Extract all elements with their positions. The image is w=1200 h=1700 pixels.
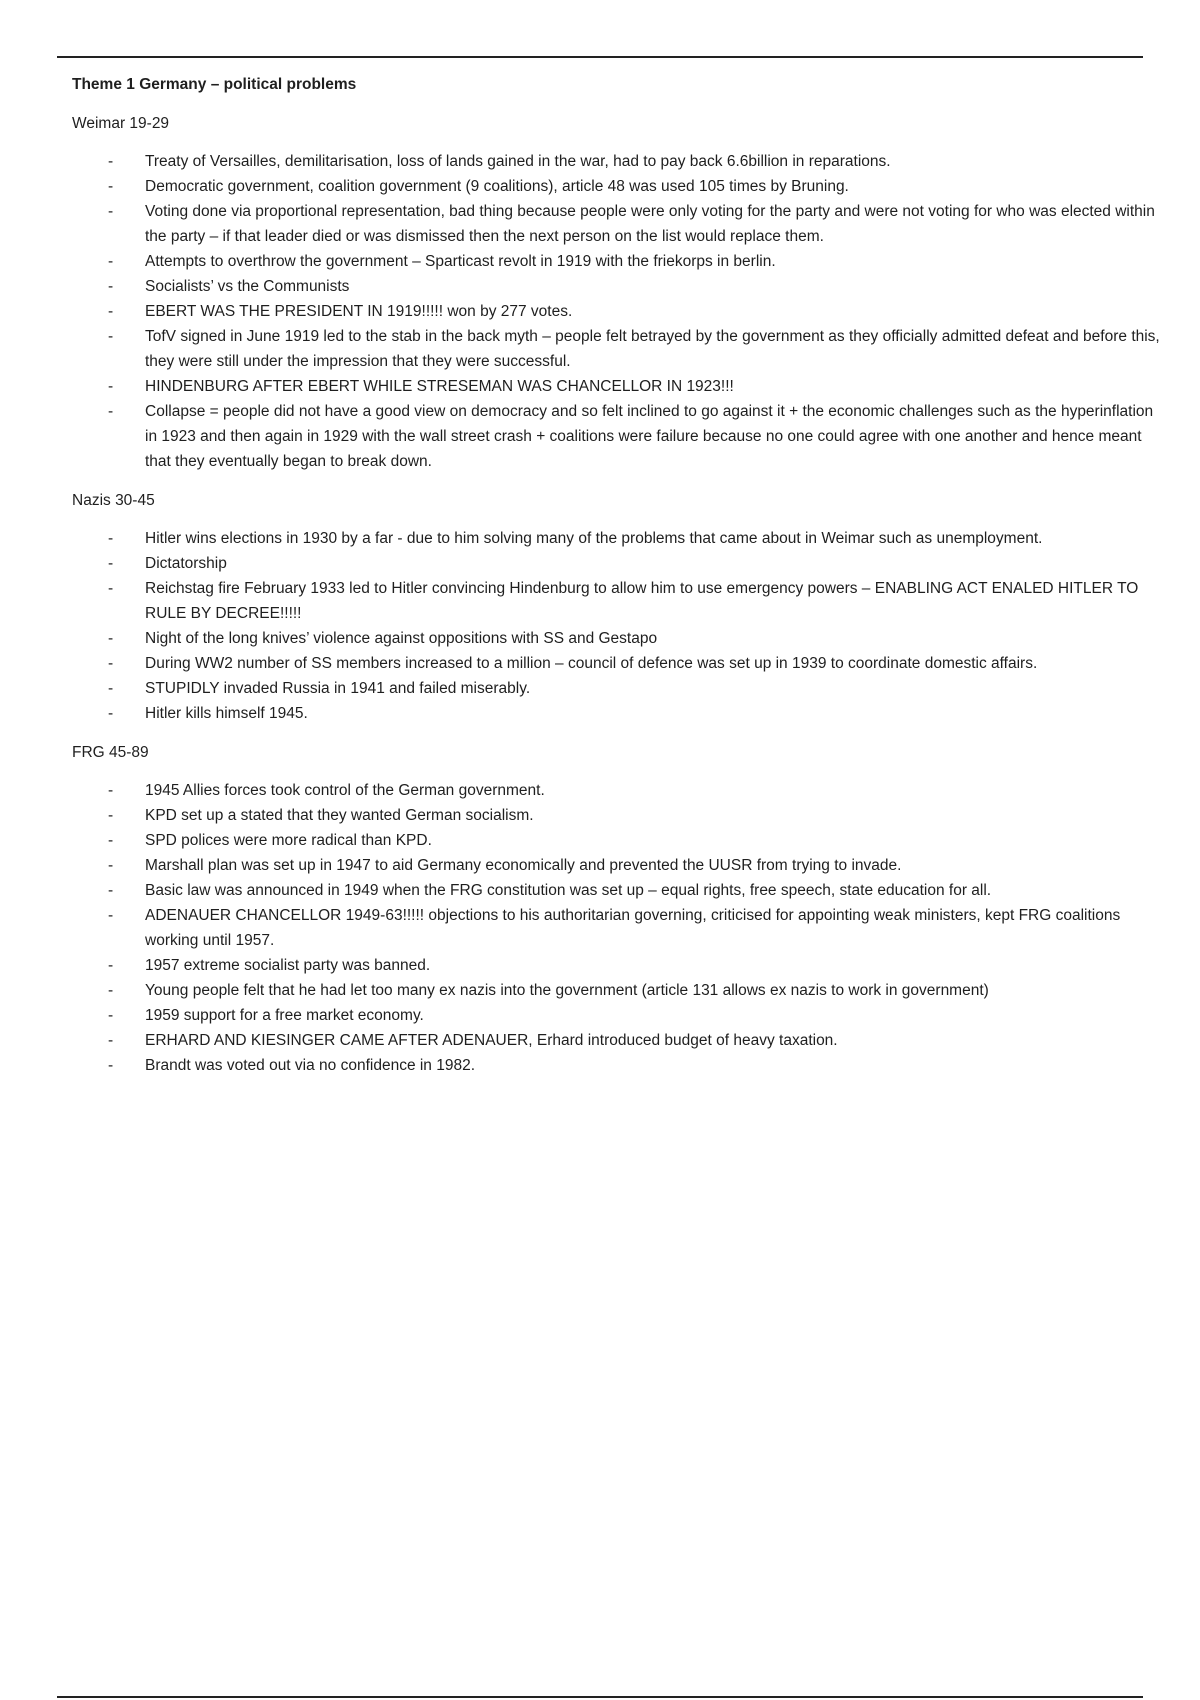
list-item [72, 1003, 1162, 1028]
list-item-text: SPD polices were more radical than KPD. [145, 832, 432, 849]
list-item [72, 399, 1162, 474]
list-item [72, 199, 1162, 249]
list-item-text: Marshall plan was set up in 1947 to aid Germany economically and prevented the UUSR from trying to invade. [145, 857, 902, 874]
list-item [72, 778, 1162, 803]
bullet-dash: - [108, 303, 114, 320]
list-item [72, 978, 1162, 1003]
list-item [72, 249, 1162, 274]
bullet-dash: - [108, 1057, 114, 1074]
list-item [72, 878, 1162, 903]
bullet-dash: - [108, 705, 114, 722]
bullet-list-weimar [72, 149, 1162, 474]
list-item [72, 828, 1162, 853]
bullet-dash: - [108, 1007, 114, 1024]
list-item [72, 651, 1162, 676]
list-item [72, 853, 1162, 878]
list-item-text: KPD set up a stated that they wanted German socialism. [145, 807, 534, 824]
bullet-dash: - [108, 378, 114, 395]
bullet-dash: - [108, 278, 114, 295]
section-heading-frg: FRG 45-89 [72, 744, 149, 761]
list-item [72, 803, 1162, 828]
list-item-text: EBERT WAS THE PRESIDENT IN 1919!!!!! won by 277 votes. [145, 303, 573, 320]
bullet-dash: - [108, 403, 114, 420]
list-item [72, 701, 1162, 726]
bullet-dash: - [108, 328, 114, 345]
list-item-text: Voting done via proportional representation, bad thing because people were only voting for the party and were not voting for who was elected within the party – if that leader died or was dismissed then the next person on the list would replace them. [145, 203, 1155, 245]
list-item [72, 526, 1162, 551]
list-item [72, 149, 1162, 174]
list-item-text: STUPIDLY invaded Russia in 1941 and failed miserably. [145, 680, 531, 697]
bullet-dash: - [108, 1032, 114, 1049]
bullet-dash: - [108, 580, 114, 597]
list-item-text: ERHARD AND KIESINGER CAME AFTER ADENAUER, Erhard introduced budget of heavy taxation. [145, 1032, 838, 1049]
bullet-dash: - [108, 253, 114, 270]
bullet-dash: - [108, 782, 114, 799]
list-item-text: Hitler kills himself 1945. [145, 705, 308, 722]
bullet-dash: - [108, 857, 114, 874]
list-item [72, 274, 1162, 299]
list-item-text: Treaty of Versailles, demilitarisation, loss of lands gained in the war, had to pay back 6.6billion in reparations. [145, 153, 891, 170]
bullet-dash: - [108, 555, 114, 572]
bullet-dash: - [108, 680, 114, 697]
list-item-text: Dictatorship [145, 555, 227, 572]
list-item [72, 1053, 1162, 1078]
list-item-text: Hitler wins elections in 1930 by a far - due to him solving many of the problems that came about in Weimar such as unemployment. [145, 530, 1043, 547]
bullet-dash: - [108, 807, 114, 824]
list-item-text: TofV signed in June 1919 led to the stab in the back myth – people felt betrayed by the government as they officially admitted defeat and before this, they were still under the impression that they were successful. [145, 328, 1160, 370]
document-body [72, 74, 1162, 1094]
list-item-text: Collapse = people did not have a good view on democracy and so felt inclined to go against it + the economic challenges such as the hyperinflation in 1923 and then again in 1929 with the wall street crash + coalitions were failure because no one could agree with one another and hence meant that they eventually began to break down. [145, 403, 1154, 470]
bullet-dash: - [108, 530, 114, 547]
list-item-text: Night of the long knives’ violence against oppositions with SS and Gestapo [145, 630, 658, 647]
list-item-text: HINDENBURG AFTER EBERT WHILE STRESEMAN WAS CHANCELLOR IN 1923!!! [145, 378, 734, 395]
list-item [72, 374, 1162, 399]
list-item-text: Reichstag fire February 1933 led to Hitler convincing Hindenburg to allow him to use emergency powers – ENABLING ACT ENALED HITLER TO RULE BY DECREE!!!!! [145, 580, 1139, 622]
list-item-text: During WW2 number of SS members increased to a million – council of defence was set up in 1939 to coordinate domestic affairs. [145, 655, 1038, 672]
list-item-text: Basic law was announced in 1949 when the FRG constitution was set up – equal rights, free speech, state education for all. [145, 882, 992, 899]
list-item-text: 1957 extreme socialist party was banned. [145, 957, 431, 974]
list-item-text: Attempts to overthrow the government – Sparticast revolt in 1919 with the friekorps in berlin. [145, 253, 776, 270]
bullet-dash: - [108, 982, 114, 999]
list-item-text: ADENAUER CHANCELLOR 1949-63!!!!! objections to his authoritarian governing, criticised for appointing weak ministers, kept FRG coalitions working until 1957. [145, 907, 1121, 949]
bullet-dash: - [108, 630, 114, 647]
bullet-dash: - [108, 655, 114, 672]
bullet-dash: - [108, 178, 114, 195]
list-item [72, 551, 1162, 576]
bullet-list-frg [72, 778, 1162, 1078]
list-item-text: 1959 support for a free market economy. [145, 1007, 424, 1024]
list-item-text: 1945 Allies forces took control of the German government. [145, 782, 545, 799]
list-item [72, 953, 1162, 978]
list-item [72, 676, 1162, 701]
bullet-dash: - [108, 907, 114, 924]
list-item-text: Brandt was voted out via no confidence in 1982. [145, 1057, 476, 1074]
list-item-text: Young people felt that he had let too many ex nazis into the government (article 131 allows ex nazis to work in government) [145, 982, 989, 999]
bullet-dash: - [108, 153, 114, 170]
list-item-text: Socialists’ vs the Communists [145, 278, 350, 295]
bullet-dash: - [108, 203, 114, 220]
list-item [72, 324, 1162, 374]
header-rule [57, 56, 1143, 58]
list-item [72, 1028, 1162, 1053]
list-item-text: Democratic government, coalition government (9 coalitions), article 48 was used 105 times by Bruning. [145, 178, 849, 195]
footer-rule [57, 1696, 1143, 1698]
bullet-dash: - [108, 882, 114, 899]
list-item [72, 174, 1162, 199]
page-title: Theme 1 Germany – political problems [72, 76, 357, 93]
bullet-dash: - [108, 957, 114, 974]
section-heading-nazis: Nazis 30-45 [72, 492, 155, 509]
bullet-list-nazis [72, 526, 1162, 726]
list-item [72, 903, 1162, 953]
list-item [72, 626, 1162, 651]
bullet-dash: - [108, 832, 114, 849]
list-item [72, 299, 1162, 324]
list-item [72, 576, 1162, 626]
section-heading-weimar: Weimar 19-29 [72, 115, 170, 132]
